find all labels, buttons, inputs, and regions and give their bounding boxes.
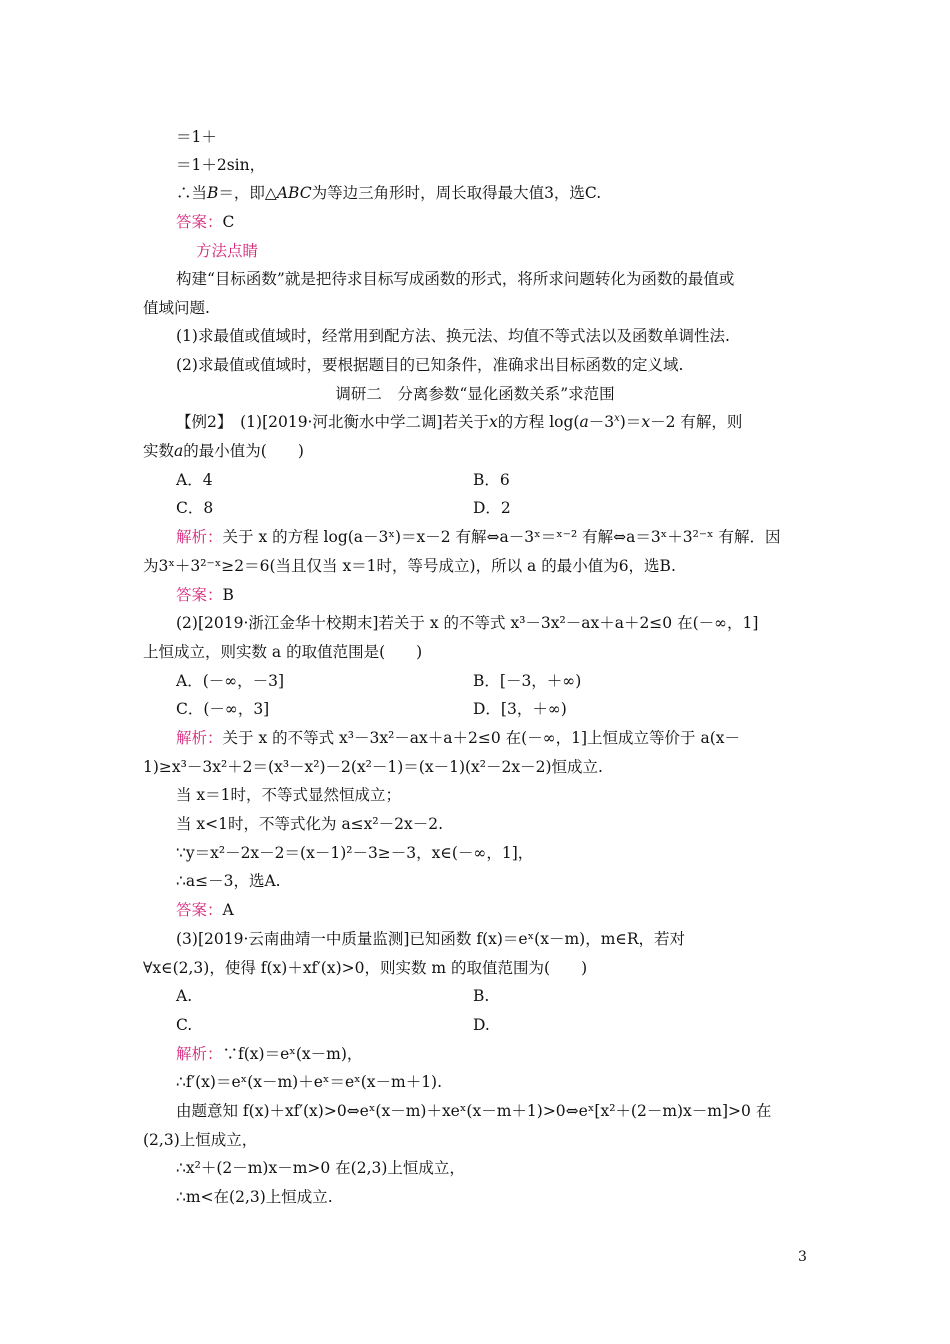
- solution-line: ∴f′(x)＝eˣ(x－m)＋eˣ＝eˣ(x－m＋1).: [176, 1073, 443, 1091]
- answer-label: 答案：: [176, 586, 223, 604]
- solution-label: 解析：: [176, 528, 223, 546]
- page-number: 3: [798, 1249, 807, 1265]
- solution-label: 解析：: [176, 729, 223, 747]
- question-line: ∀x∈(2,3)，使得 f(x)＋xf′(x)>0，则实数 m 的取值范围为( ): [143, 959, 588, 977]
- formula-line: ＝1＋: [176, 128, 217, 146]
- paragraph-line: (1)求最值或值域时，经常用到配方法、换元法、均值不等式法以及函数单调性法.: [176, 327, 730, 345]
- solution-line: ∴a≤－3，选A.: [176, 872, 281, 890]
- option-a: A．(－∞，－3]: [176, 672, 285, 690]
- option-c: C．(－∞，3]: [176, 700, 270, 718]
- paragraph-line: (2)求最值或值域时，要根据题目的已知条件，准确求出目标函数的定义域.: [176, 356, 684, 374]
- solution-label: 解析：: [176, 1045, 223, 1063]
- question-line: (2)[2019·浙江金华十校期末]若关于 x 的不等式 x³－3x²－ax＋a＋2≤0 在(－∞，1]: [176, 614, 759, 632]
- question-line: 上恒成立，则实数 a 的取值范围是( ): [143, 643, 423, 661]
- option-d: D.: [473, 1016, 490, 1034]
- example-header: 【例2】 (1)[2019·河北衡水中学二调]若关于x的方程 $\log(a-3^x)=x-2$ 有解，则: [176, 413, 743, 431]
- section-heading: 调研二 分离参数“显化函数关系”求范围: [335, 385, 615, 403]
- answer-line: [176, 211, 234, 233]
- option-c: C.: [176, 1016, 193, 1034]
- method-title: 方法点睛: [196, 242, 259, 260]
- solution-line: 解析：关于 x 的不等式 x³－3x²－ax＋a＋2≤0 在(－∞，1]上恒成立等价于 a(x－: [176, 729, 740, 747]
- answer-line: [176, 899, 234, 921]
- paragraph-line: 值域问题.: [143, 299, 210, 317]
- solution-line: 为3ˣ＋3²⁻ˣ≥2＝6(当且仅当 x＝1时，等号成立)，所以 a 的最小值为6，选B.: [143, 557, 676, 575]
- answer-label: 答案：: [176, 901, 223, 919]
- solution-line: 1)≥x³－3x²＋2＝(x³－x²)－2(x²－1)＝(x－1)(x²－2x－2)恒成立.: [143, 758, 603, 776]
- option-a: A.: [176, 987, 193, 1005]
- solution-line: 由题意知 f(x)＋xf′(x)>0⇔eˣ(x－m)＋xeˣ(x－m＋1)>0⇔eˣ[x²＋(2－m)x－m]>0 在: [176, 1102, 772, 1120]
- option-c: C．8: [176, 499, 214, 517]
- solution-line: 解析：∵f(x)＝eˣ(x－m)，: [176, 1045, 363, 1063]
- conclusion-line: ∴当B＝，即△ABC为等边三角形时，周长取得最大值3，选C.: [176, 184, 602, 202]
- example-line: 实数a的最小值为( ): [143, 442, 304, 460]
- option-d: D．2: [473, 499, 511, 517]
- answer-line: [176, 584, 234, 606]
- solution-line: ∴x²＋(2－m)x－m>0 在(2,3)上恒成立，: [176, 1159, 465, 1177]
- option-d: D．[3，＋∞): [473, 700, 567, 718]
- solution-line: 解析：关于 x 的方程 log(a－3ˣ)＝x－2 有解⇔a－3ˣ＝ˣ⁻² 有解⇔a＝3ˣ＋3²⁻ˣ 有解．因: [176, 528, 781, 546]
- option-b: B．6: [473, 471, 510, 489]
- answer-label: 答案：: [176, 213, 223, 231]
- solution-line: 当 x＝1时，不等式显然恒成立；: [176, 786, 402, 804]
- solution-line: ∵y＝x²－2x－2＝(x－1)²－3≥－3，x∈(－∞，1]，: [176, 844, 534, 862]
- option-b: B.: [473, 987, 490, 1005]
- option-b: B．[－3，＋∞): [473, 672, 582, 690]
- question-line: (3)[2019·云南曲靖一中质量监测]已知函数 f(x)＝eˣ(x－m)，m∈R，若对: [176, 930, 686, 948]
- solution-line: (2,3)上恒成立，: [143, 1131, 258, 1149]
- answer-value: A: [222, 901, 234, 919]
- solution-line: 当 x<1时，不等式化为 a≤x²－2x－2.: [176, 815, 444, 833]
- paragraph-line: 构建“目标函数”就是把待求目标写成函数的形式，将所求问题转化为函数的最值或: [176, 270, 735, 288]
- answer-value: C: [222, 213, 235, 231]
- option-a: A．4: [176, 471, 213, 489]
- formula-line: ＝1＋2sin，: [176, 156, 266, 174]
- solution-line: ∴m<在(2,3)上恒成立.: [176, 1188, 333, 1206]
- answer-value: B: [222, 586, 234, 604]
